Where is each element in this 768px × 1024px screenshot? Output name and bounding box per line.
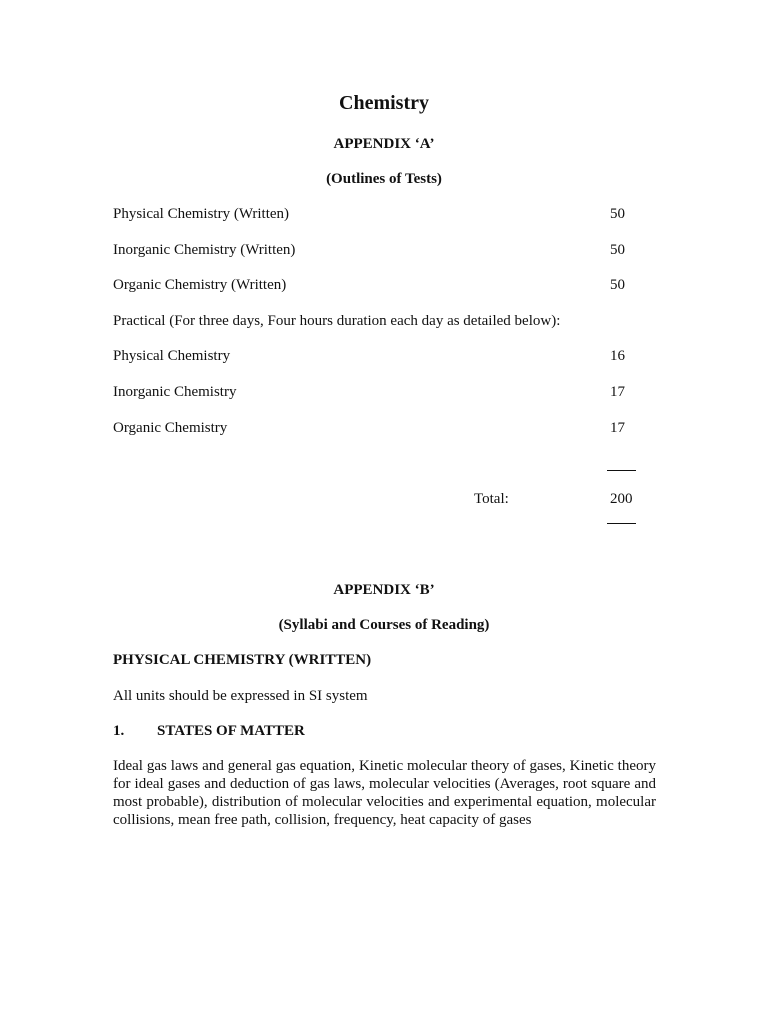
page-title: Chemistry xyxy=(339,92,429,114)
test-row xyxy=(113,277,643,297)
test-row-marks: 50 xyxy=(610,206,625,222)
test-row-label: Inorganic Chemistry (Written) xyxy=(113,242,296,258)
test-row xyxy=(113,384,643,404)
units-note: All units should be expressed in SI system xyxy=(113,688,368,704)
test-row xyxy=(113,348,643,368)
appendix-a-heading: APPENDIX ‘A’ xyxy=(333,136,435,152)
section-heading: PHYSICAL CHEMISTRY (WRITTEN) xyxy=(113,652,372,668)
test-row xyxy=(113,420,643,440)
sum-rule-top xyxy=(607,470,636,471)
test-row-marks: 50 xyxy=(610,242,625,258)
test-row-label: Physical Chemistry (Written) xyxy=(113,206,290,222)
test-row-label: Inorganic Chemistry xyxy=(113,384,237,400)
test-row xyxy=(113,313,643,333)
appendix-b-subheading: (Syllabi and Courses of Reading) xyxy=(278,617,490,633)
test-row xyxy=(113,206,643,226)
sum-rule-bottom xyxy=(607,523,636,524)
test-row-label: Physical Chemistry xyxy=(113,348,231,364)
test-row xyxy=(113,242,643,262)
test-row-label: Practical (For three days, Four hours duration each day as detailed below): xyxy=(113,313,561,329)
total-value: 200 xyxy=(610,491,633,507)
test-row-label: Organic Chemistry (Written) xyxy=(113,277,287,293)
test-row-marks: 17 xyxy=(610,420,625,436)
unit-title: STATES OF MATTER xyxy=(157,723,305,739)
test-row-marks: 50 xyxy=(610,277,625,293)
total-label: Total: xyxy=(474,491,509,507)
test-row-label: Organic Chemistry xyxy=(113,420,228,436)
appendix-b-heading: APPENDIX ‘B’ xyxy=(333,582,435,598)
unit-paragraph: Ideal gas laws and general gas equation, Kinetic molecular theory of gases, Kinetic theory for ideal gases and deduction of gas laws, molecular velocities (Averages, root square and most probable), distribution of molecular velocities and experimental equation, molecular collisions, mean free path, collision, frequency, heat capacity of gases xyxy=(113,758,656,828)
test-row-marks: 17 xyxy=(610,384,625,400)
unit-number: 1. xyxy=(113,723,125,739)
test-row-marks: 16 xyxy=(610,348,625,364)
appendix-a-subheading: (Outlines of Tests) xyxy=(326,171,442,187)
